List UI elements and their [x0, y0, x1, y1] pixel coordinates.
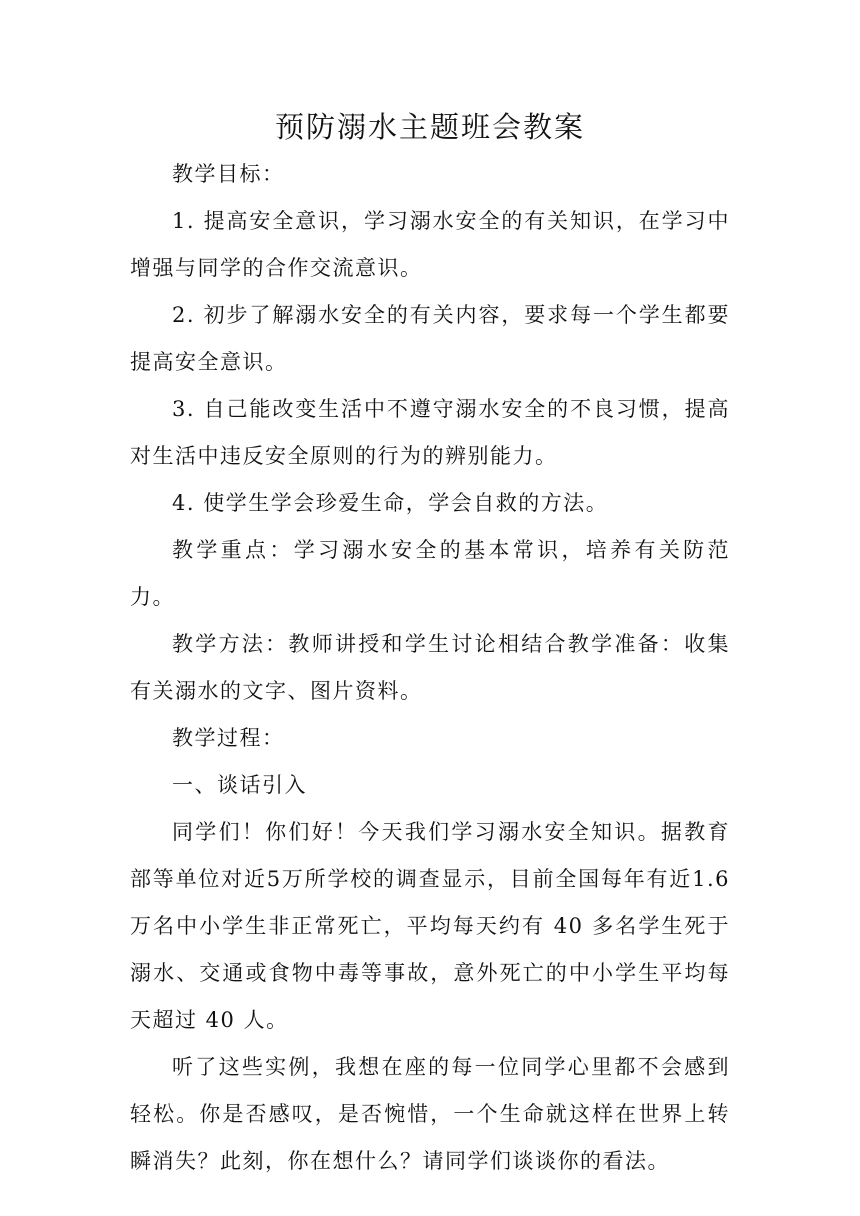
document-body	[130, 151, 730, 1185]
paragraph-objectives-heading: 教学目标：	[172, 162, 285, 186]
paragraph-reflection: 听了这些实例，我想在座的每一位同学心里都不会感到轻松。你是否感叹，是否惋惜，一个生命就这样在世界上转瞬消失？此刻，你在想什么？请同学们谈谈你的看法。	[130, 1055, 730, 1173]
paragraph-section-one-heading: 一、谈话引入	[172, 773, 307, 797]
paragraph-key-points: 教学重点：学习溺水安全的基本常识，培养有关防范力。	[130, 538, 730, 609]
paragraph-objective-3: 3. 自己能改变生活中不遵守溺水安全的不良习惯，提高对生活中违反安全原则的行为的辨别能力。	[130, 397, 730, 468]
paragraph-process-heading: 教学过程：	[172, 726, 285, 750]
paragraph-methods: 教学方法：教师讲授和学生讨论相结合教学准备：收集有关溺水的文字、图片资料。	[130, 632, 730, 703]
document-title: 预防溺水主题班会教案	[274, 110, 585, 144]
paragraph-objective-2: 2. 初步了解溺水安全的有关内容，要求每一个学生都要提高安全意识。	[130, 303, 730, 374]
paragraph-introduction: 同学们！你们好！今天我们学习溺水安全知识。据教育部等单位对近5万所学校的调查显示，目前全国每年有近1.6万名中小学生非正常死亡，平均每天约有 40 多名学生死于溺水、交通或食物中毒等事故，意外死亡的中小学生平均每天超过 40 人。	[130, 820, 730, 1032]
paragraph-objective-1: 1. 提高安全意识，学习溺水安全的有关知识，在学习中增强与同学的合作交流意识。	[130, 209, 730, 280]
paragraph-objective-4: 4. 使学生学会珍爱生命，学会自救的方法。	[172, 491, 609, 515]
